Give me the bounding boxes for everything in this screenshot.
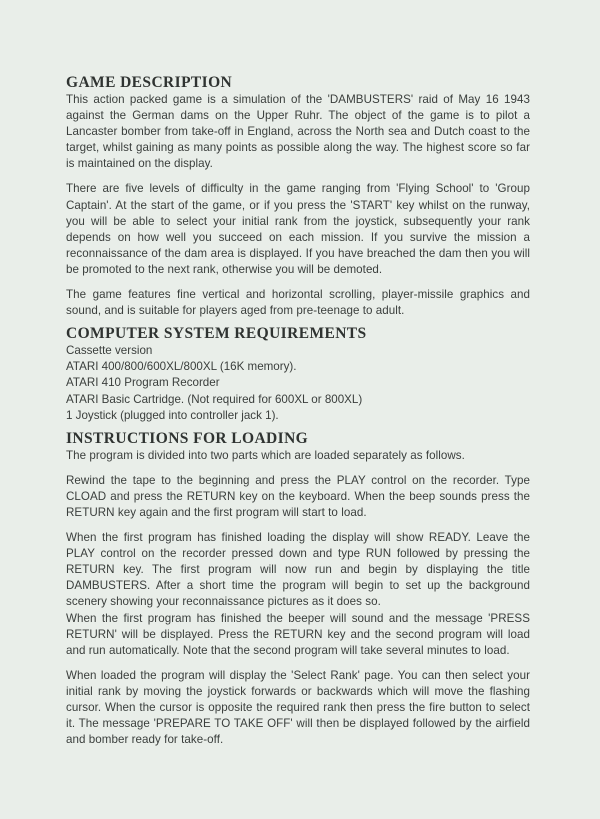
requirements-line-5: 1 Joystick (plugged into controller jack 1).: [66, 408, 279, 422]
game-description-heading: GAME DESCRIPTION: [66, 74, 233, 91]
requirements-line-2: ATARI 400/800/600XL/800XL (16K memory).: [66, 360, 297, 374]
loading-paragraph-3: When the first program has finished loading the display will show READY. Leave the PLAY control on the recorder pressed down and type RUN followed by pressing the RETURN key. The first program will now run and begin by displaying the title DAMBUSTERS. After a short time the program will begin to set up the background scenery showing your reconnaissance pictures as it does so.: [66, 531, 530, 609]
loading-paragraph-2: Rewind the tape to the beginning and press the PLAY control on the recorder. Type CLOAD and press the RETURN key on the keyboard. When the beep sounds press the RETURN key again and the first program will start to load.: [66, 473, 530, 519]
loading-paragraph-4: When the first program has finished the beeper will sound and the message 'PRESS RETURN' will be displayed. Press the RETURN key and the second program will load and run automatically. Note that the second program will take several minutes to load.: [66, 611, 530, 657]
requirements-line-3: ATARI 410 Program Recorder: [66, 376, 220, 390]
game-description-paragraph-2: There are five levels of difficulty in the game ranging from 'Flying School' to 'Group Captain'. At the start of the game, or if you press the 'START' key whilst on the runway, you will be able to select your initial rank from the joystick, subsequently your rank depends on how well you succeed on each mission. If you survive the mission a reconnaissance of the dam area is displayed. If you have breached the dam then you will be promoted to the next rank, otherwise you will be demoted.: [66, 182, 530, 276]
game-description-paragraph-1: This action packed game is a simulation of the 'DAMBUSTERS' raid of May 16 1943 against the German dams on the Upper Ruhr. The object of the game is to pilot a Lancaster bomber from take-off in England, across the North sea and Dutch coast to the target, whilst gaining as many points as possible along the way. The highest score so far is maintained on the display.: [66, 93, 530, 171]
loading-paragraph-1: The program is divided into two parts which are loaded separately as follows.: [66, 448, 465, 462]
requirements-heading: COMPUTER SYSTEM REQUIREMENTS: [66, 325, 367, 343]
loading-heading: INSTRUCTIONS FOR LOADING: [66, 429, 309, 447]
requirements-line-4: ATARI Basic Cartridge. (Not required for 600XL or 800XL): [66, 392, 363, 406]
game-description-paragraph-3: The game features fine vertical and horizontal scrolling, player-missile graphics and sound, and is suitable for players aged from pre-teenage to adult.: [66, 288, 530, 318]
loading-paragraph-5: When loaded the program will display the 'Select Rank' page. You can then select your initial rank by moving the joystick forwards or backwards which will move the flashing cursor. When the cursor is opposite the required rank then press the fire button to select it. The message 'PREPARE TO TAKE OFF' will then be displayed followed by the airfield and bomber ready for take-off.: [66, 668, 530, 747]
requirements-line-1: Cassette version: [66, 344, 153, 358]
